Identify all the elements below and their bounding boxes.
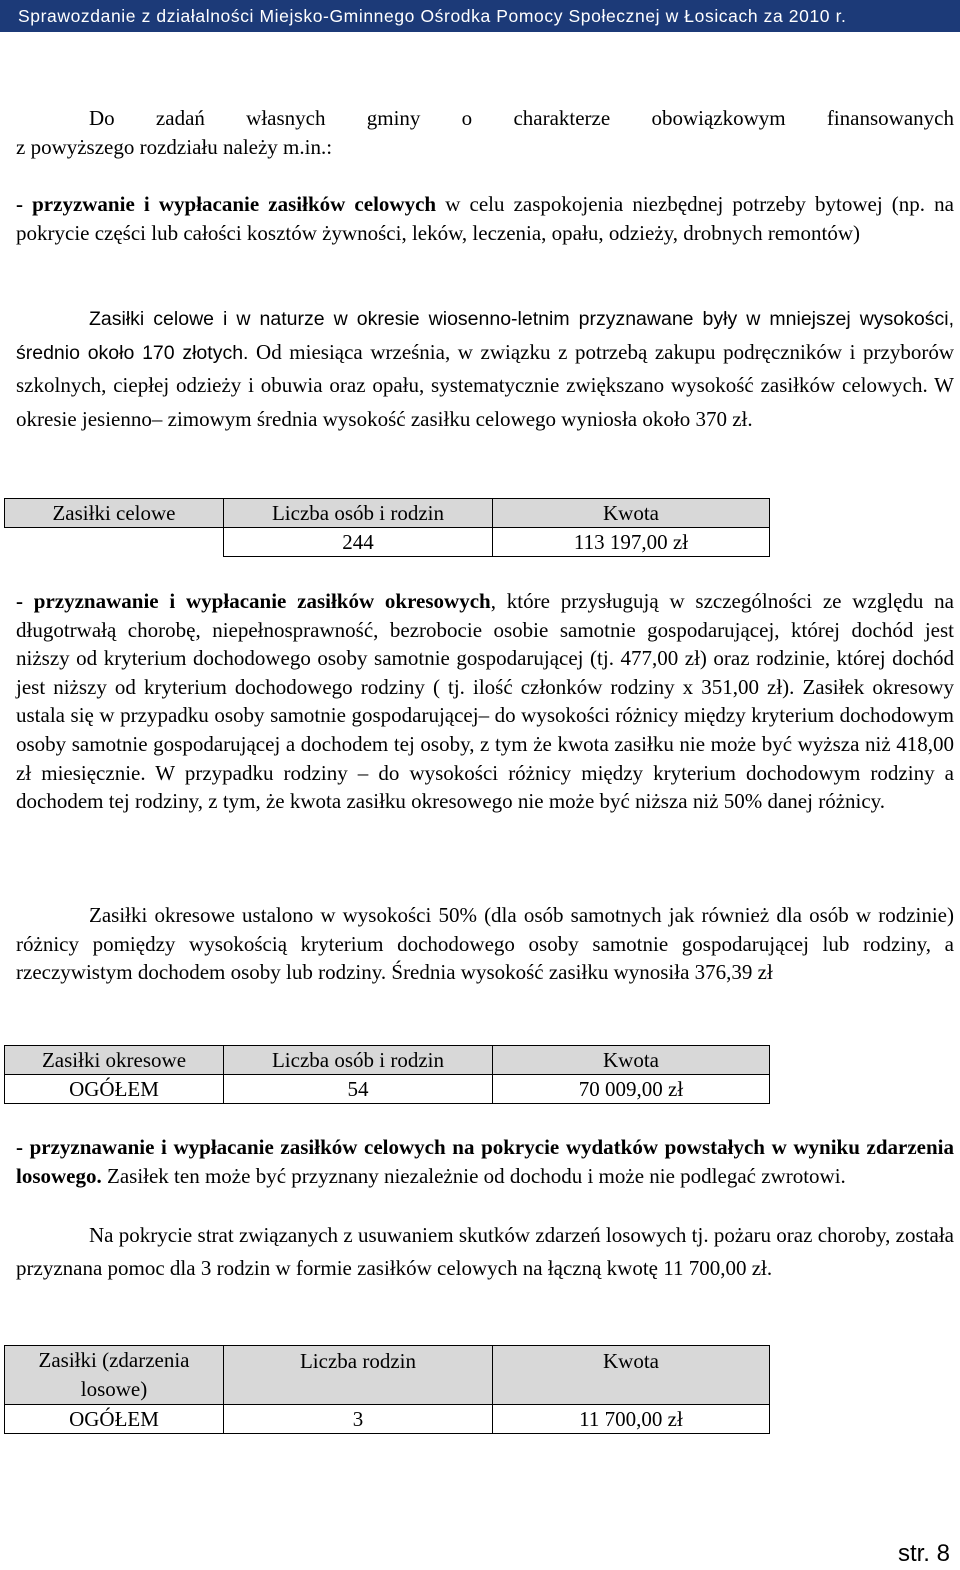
table-cell: 11 700,00 zł (493, 1405, 770, 1434)
celowe-description-b: Od miesiąca września, w związku z potrzebą zakupu podręczników i przyborów szkolnych, ciepłej odzieży i obuwia oraz opału, systematycznie zwiększano wysokość zasiłków celowych. W okresie jesienno– zimowym średnia wysokość zasiłku celowego wyniosła około 370 zł. (16, 339, 954, 431)
section-zdarzenia-title: - przyznawanie i wypłacanie zasiłków celowych na pokrycie wydatków powstałych w wyniku zdarzenia losowego. (16, 1135, 954, 1188)
section-celowe (16, 190, 954, 247)
table-cell: 70 009,00 zł (493, 1075, 770, 1104)
page-number: str. 8 (897, 1540, 950, 1567)
table-zasilki-zdarzenia (4, 1345, 770, 1434)
celowe-description-a: Zasiłki celowe i w naturze w okresie wiosenno-letnim przyznawane były w mniejszej wysokości, średnio około 170 złotych. (16, 308, 954, 364)
section-celowe-text: w celu zaspokojenia niezbędnej potrzeby bytowej (np. na pokrycie części lub całości kosztów żywności, leków, leczenia, opału, odzieży, drobnych remontów) (16, 192, 954, 245)
table-cell: 244 (224, 528, 493, 557)
table-header-cell: Zasiłki (zdarzenia losowe) (5, 1346, 224, 1405)
section-celowe-title: - przyzwanie i wypłacanie zasiłków celowych (16, 192, 437, 216)
section-okresowe (16, 587, 954, 816)
table-header-cell: Liczba osób i rodzin (224, 499, 493, 528)
table-zasilki-celowe (4, 498, 770, 557)
celowe-description (16, 303, 954, 436)
table-header-cell: Kwota (493, 1046, 770, 1075)
table-header-cell: Zasiłki celowe (5, 499, 224, 528)
intro-line-1: Do zadań własnych gminy o charakterze obowiązkowym finansowanych (89, 106, 954, 130)
section-zdarzenia-losowe (16, 1133, 954, 1190)
table-cell: 54 (224, 1075, 493, 1104)
table-header-cell: Kwota (493, 499, 770, 528)
zdarzenia-description: Na pokrycie strat związanych z usuwaniem skutków zdarzeń losowych tj. pożaru oraz choroby, została przyznana pomoc dla 3 rodzin w formie zasiłków celowych na łączną kwotę 11 700,00 zł. (16, 1223, 954, 1280)
table-header-cell: Zasiłki okresowe (5, 1046, 224, 1075)
section-okresowe-title: - przyznawanie i wypłacanie zasiłków okresowych (16, 589, 491, 613)
intro-line-2: z powyższego rozdziału należy m.in.: (16, 135, 333, 159)
table-cell (5, 528, 224, 557)
okresowe-description: Zasiłki okresowe ustalono w wysokości 50% (dla osób samotnych jak również dla osób w rodzinie) różnicy pomiędzy wysokością kryterium dochodowego osoby samotnie gospodarującej lub rodziny, a rzeczywistym dochodem osoby lub rodziny. Średnia wysokość zasiłku wynosiła 376,39 zł (16, 903, 954, 985)
table-header-cell: Liczba rodzin (224, 1346, 493, 1405)
section-zdarzenia-text: Zasiłek ten może być przyznany niezależnie od dochodu i może nie podlegać zwrotowi. (101, 1163, 846, 1188)
table-cell: OGÓŁEM (5, 1405, 224, 1434)
page-header: Sprawozdanie z działalności Miejsko-Gminnego Ośrodka Pomocy Społecznej w Łosicach za 2010 r. (0, 0, 960, 32)
table-cell: 3 (224, 1405, 493, 1434)
table-cell: OGÓŁEM (5, 1075, 224, 1104)
table-zasilki-okresowe (4, 1045, 770, 1104)
section-okresowe-text: , które przysługują w szczególności ze względu na długotrwałą chorobę, niepełnosprawność, bezrobocie osobie samotnie gospodarującej, której dochód jest niższy od kryterium dochodowego osoby samotnie gospodarującej (tj. 477,00 zł) oraz rodzinie, której dochód jest niższy od kryterium dochodowego rodziny ( tj. ilość członków rodziny x 351,00 zł). Zasiłek okresowy ustala się w przypadku osoby samotnie gospodarującej– do wysokości różnicy między kryterium dochodowym osoby samotnie gospodarującej a dochodem tej osoby, z tym że kwota zasiłku nie może być wyższa niż 418,00 zł miesięcznie. W przypadku rodziny – do wysokości różnicy między kryterium dochodowym rodziny a dochodem tej rodziny, z tym, że kwota zasiłku okresowego nie może być niższa niż 50% danej różnicy. (16, 589, 954, 814)
table-header-cell: Liczba osób i rodzin (224, 1046, 493, 1075)
table-cell: 113 197,00 zł (493, 528, 770, 557)
table-header-cell: Kwota (493, 1346, 770, 1405)
